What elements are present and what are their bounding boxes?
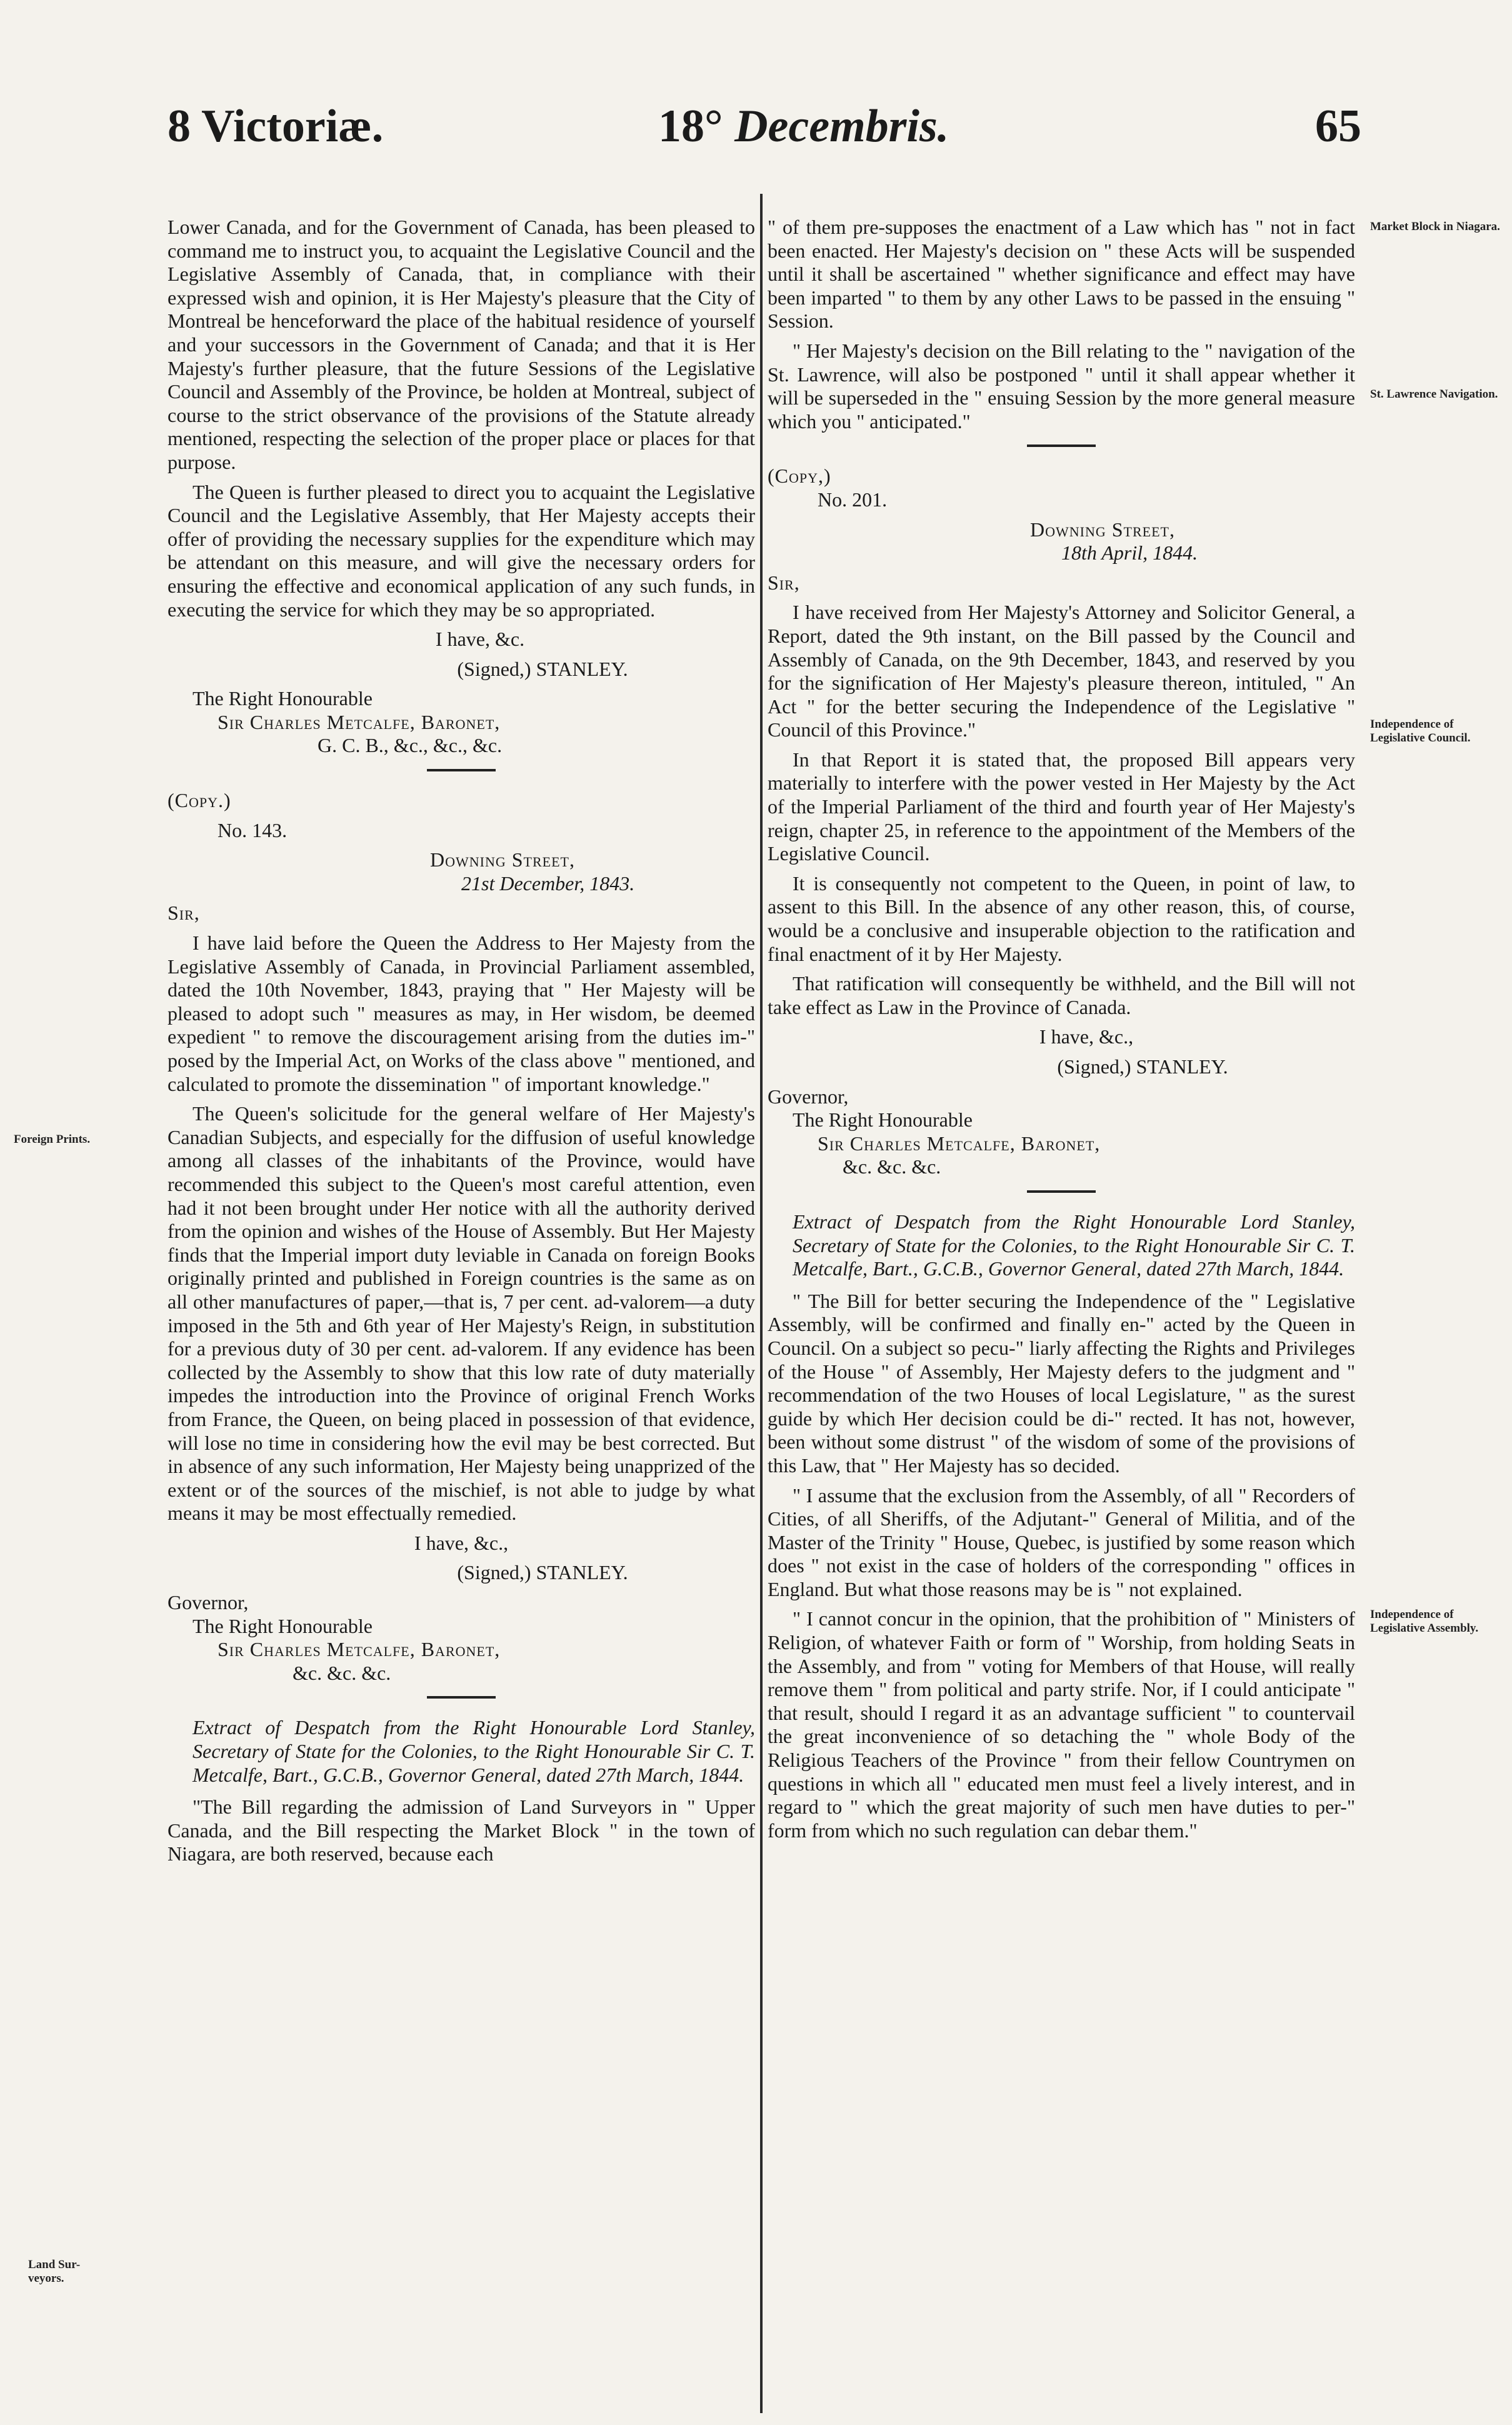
salutation: Sir, <box>168 901 200 925</box>
paragraph: That ratification will consequently be withheld, and the Bill will not take effect as Law in the Province of Canada. <box>768 972 1355 1018</box>
session-title: 8 Victoriæ. <box>168 101 384 152</box>
copy-label: (Copy,) <box>768 464 831 488</box>
right-column <box>768 216 1355 1849</box>
margin-note-independence-council: Independence of Legislative Council. <box>1370 718 1471 745</box>
left-column <box>168 216 755 1872</box>
governor-label: Governor, <box>768 1085 849 1108</box>
header-month: Decembris. <box>734 101 949 152</box>
paragraph: " of them pre-supposes the enactment of a Law which has " not in fact been enacted. Her Majesty's decision on " these Acts will be suspended until it shall be ascertained " whether significance and effect may have been imparted " to them by any other Laws to be passed in the ensuing " Session. <box>768 216 1355 333</box>
despatch-number: No. 143. <box>218 818 288 841</box>
despatch-number: No. 201. <box>818 488 888 511</box>
copy-label: (Copy.) <box>168 789 231 812</box>
separator <box>427 769 496 771</box>
page-header <box>168 100 1361 156</box>
salutation: Sir, <box>768 571 800 594</box>
paragraph: "The Bill regarding the admission of Land Surveyors in " Upper Canada, and the Bill respecting the Market Block " in the town of Niagara, are both reserved, because each <box>168 1795 755 1865</box>
margin-note-foreign-prints: Foreign Prints. <box>14 1133 91 1146</box>
despatch-date: 18th April, 1844. <box>1061 541 1198 565</box>
signature: (Signed,) STANLEY. <box>457 1561 628 1584</box>
paragraph: " The Bill for better securing the Independence of the " Legislative Assembly, will be confirmed and finally en-" acted by the Queen in Council. On a subject so pecu-" liarly affecting the Rights and Privileges of the House " of Assembly, Her Majesty defers to the judgment and " recommendation of the two Houses of local Legislature, " as the surest guide by which Her decision could be di-" rected. It has not, however, been without some distrust " of the wisdom of some of the provisions of this Law, that " Her Majesty has so decided. <box>768 1289 1355 1477</box>
paragraph: The Queen is further pleased to direct you to acquaint the Legislative Council and the Legislative Assembly, that Her Majesty accepts their offer of providing the necessary supplies for the expenditure which may be attendant on this measure, and will give the necessary orders for ensuring the effective and economical application of any such funds, in executing the service for which they may be so appropriated. <box>168 480 755 621</box>
addressee-title: G. C. B., &c., &c., &c. <box>318 734 503 757</box>
addressee: The Right Honourable <box>193 687 373 710</box>
header-day: 18° <box>658 101 723 152</box>
signature: (Signed,) STANLEY. <box>457 657 628 680</box>
despatch-origin: Downing Street, <box>1030 518 1175 541</box>
paragraph: I have laid before the Queen the Address to Her Majesty from the Legislative Assembly of Canada, in Provincial Parliament assembled, dated the 10th November, 1843, praying that " Her Majesty will be pleased to adopt such " measures as may, in Her wisdom, be deemed expedient " to remove the discouragement arising from the duties im-" posed by the Imperial Act, on Works of the class above " mentioned, and calculated to promote the dissemination " of important knowledge." <box>168 931 755 1095</box>
closing: I have, &c., <box>414 1531 509 1554</box>
despatch-date: 21st December, 1843. <box>461 871 635 895</box>
margin-note-land-surveyors: Land Sur-veyors. <box>28 2258 81 2285</box>
paragraph: " Her Majesty's decision on the Bill relating to the " navigation of the St. Lawrence, will also be postponed " until it shall appear whether it will be superseded in the " ensuing Session by the more general measure which you " anticipated." <box>768 339 1355 433</box>
addressee: The Right Honourable <box>193 1614 373 1637</box>
margin-note-market-block: Market Block in Niagara. <box>1370 220 1500 233</box>
page-number: 65 <box>1315 101 1361 152</box>
paragraph: Lower Canada, and for the Government of Canada, has been pleased to command me to instruct you, to acquaint the Legislative Council and the Legislative Assembly of Canada, that, in compliance with their expressed wish and opinion, it is Her Majesty's pleasure that the City of Montreal be henceforward the place of the habitual residence of yourself and your successors in the Government of Canada; and that it is Her Majesty's further pleasure, that the future Sessions of the Legislative Council and Assembly of the Province, be holden at Montreal, subject of course to the strict observance of the provisions of the Statute already mentioned, respecting the selection of the proper place or places for that purpose. <box>168 216 755 473</box>
separator <box>1027 1190 1096 1193</box>
despatch-origin: Downing Street, <box>430 848 575 871</box>
paragraph: " I cannot concur in the opinion, that the prohibition of " Ministers of Religion, of whatever Faith or form of " Worship, from holding Seats in the Assembly, and from " voting for Members of that House, will really remove them " from political and party strife. Nor, if I could anticipate " that result, should I regard it as an advantage sufficient " to countervail the great inconvenience of so detaching the " whole Body of the Religious Teachers of the Province " from their fellow Countrymen on questions in which all " educated men must feel a lively interest, and in regard to " which the great majority of such men have duties to per-" form from which no such regulation can debar them." <box>768 1607 1355 1842</box>
addressee-name: Sir Charles Metcalfe, Baronet, <box>218 1638 501 1661</box>
margin-note-st-lawrence: St. Lawrence Navigation. <box>1370 388 1498 401</box>
extract-heading: Extract of Despatch from the Right Honourable Lord Stanley, Secretary of State for the Colonies, to the Right Honourable Sir C. T. Metcalfe, Bart., G.C.B., Governor General, dated 27th March, 1844. <box>193 1716 755 1786</box>
separator <box>427 1696 496 1699</box>
paragraph: It is consequently not competent to the Queen, in point of law, to assent to this Bill. In the absence of any other reason, this, of course, would be a conclusive and insuperable objection to the ratification and final enactment of it by Her Majesty. <box>768 871 1355 965</box>
addressee-title: &c. &c. &c. <box>843 1155 941 1178</box>
paragraph: " I assume that the exclusion from the Assembly, of all " Recorders of Cities, of all Sheriffs, of the Adjutant-" General of Militia, and of the Master of the Trinity " House, Quebec, is justified by some reason which does " not exist in the case of holders of the corresponding " offices in England. But what those reasons may be is " not explained. <box>768 1484 1355 1600</box>
closing: I have, &c., <box>1039 1025 1134 1048</box>
addressee-name: Sir Charles Metcalfe, Baronet, <box>218 710 501 733</box>
addressee-name: Sir Charles Metcalfe, Baronet, <box>818 1132 1101 1155</box>
header-date <box>658 100 949 153</box>
paragraph: In that Report it is stated that, the proposed Bill appears very materially to interfere with the power vested in Her Majesty by the Act of the Imperial Parliament of the third and fourth year of Her Majesty's reign, chapter 25, in reference to the appointment of the Members of the Legislative Council. <box>768 748 1355 865</box>
paragraph: I have received from Her Majesty's Attorney and Solicitor General, a Report, dated the 9th instant, on the Bill passed by the Council and Assembly of Canada, on the 9th December, 1843, and reserved by you for the signification of Her Majesty's pleasure thereon, intituled, " An Act " for the better securing the Independence of the Legislative " Council of this Province." <box>768 601 1355 741</box>
margin-note-independence-assembly: Independence of Legislative Assembly. <box>1370 1608 1479 1635</box>
closing: I have, &c. <box>435 628 525 651</box>
separator <box>1027 444 1096 447</box>
signature: (Signed,) STANLEY. <box>1057 1055 1228 1078</box>
paragraph: The Queen's solicitude for the general welfare of Her Majesty's Canadian Subjects, and especially for the diffusion of useful knowledge among all classes of the inhabitants of the Province, would have recommended this subject to the Queen's most careful attention, even had it not been brought under Her notice with all the authority derived from the opinion and wishes of the House of Assembly. But Her Majesty finds that the Imperial import duty leviable in Canada on foreign Books originally printed and published in Foreign countries is the same as on all other manufactures of paper,—that is, 7 per cent. ad-valorem—a duty imposed in the 5th and 6th year of Her Majesty's Reign, in substitution for a previous duty of 30 per cent. ad-valorem. If any evidence has been collected by the Assembly to show that this low rate of duty materially impedes the introduction into the Province of original French Works from France, the Queen, on being placed in possession of that evidence, will lose no time in considering how the evil may be best corrected. But in absence of any such information, Her Majesty being unapprized of the extent or of the sources of the mischief, is not able to judge by what means it may be most effectually remedied. <box>168 1102 755 1525</box>
extract-heading: Extract of Despatch from the Right Honourable Lord Stanley, Secretary of State for the Colonies, to the Right Honourable Sir C. T. Metcalfe, Bart., G.C.B., Governor General, dated 27th March, 1844. <box>793 1210 1355 1280</box>
addressee: The Right Honourable <box>793 1108 973 1132</box>
column-divider <box>760 194 763 2413</box>
governor-label: Governor, <box>168 1591 249 1614</box>
addressee-title: &c. &c. &c. <box>293 1661 391 1684</box>
